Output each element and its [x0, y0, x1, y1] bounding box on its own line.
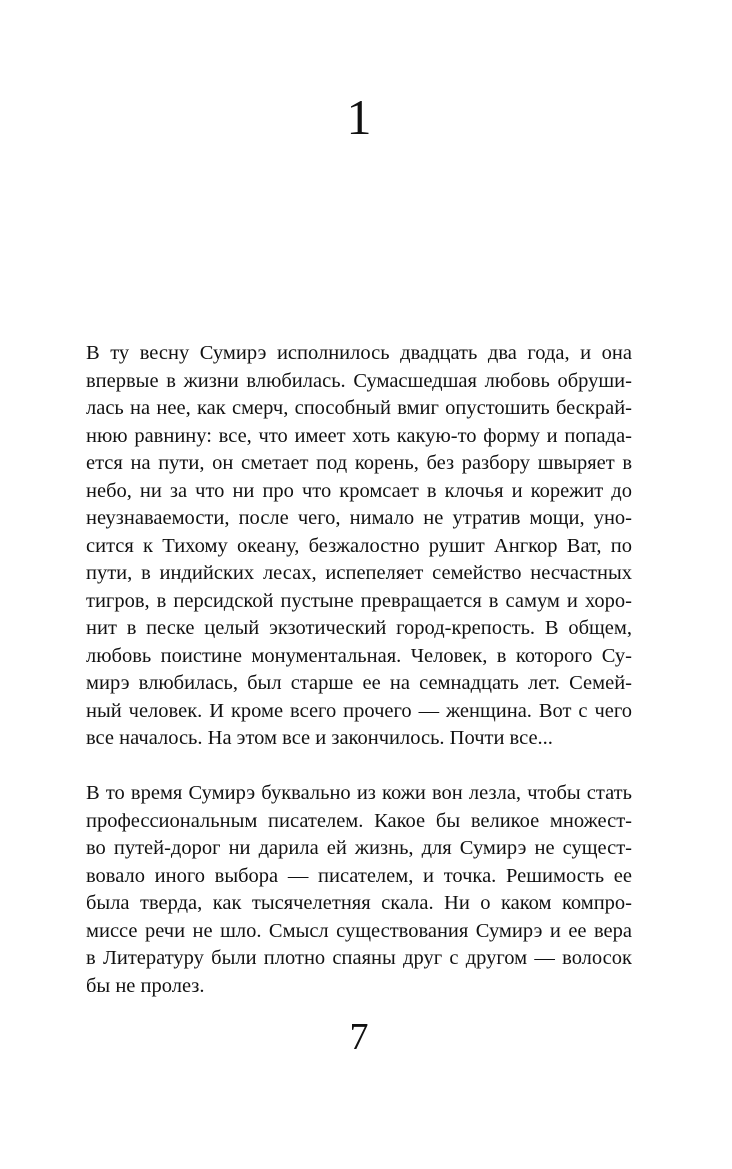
paragraph: [86, 340, 632, 753]
text-line: сится к Тихому океану, безжалостно рушит Ангкор Ват, по: [86, 534, 632, 557]
text-line: ный человек. И кроме всего прочего — женщина. Вот с чего: [86, 699, 632, 722]
text-line: нит в песке целый экзотический город-крепость. В общем,: [86, 617, 632, 639]
text-line: тигров, в персидской пустыне превращается в самум и хоро-: [86, 589, 632, 612]
chapter-number: 1: [346, 89, 372, 145]
text-line: была тверда, как тысячелетняя скала. Ни о каком компро-: [86, 892, 632, 914]
text-line: мирэ влюбилась, был старше ее на семнадцать лет. Семей-: [86, 672, 632, 694]
text-line: лась на нее, как смерч, способный вмиг опустошить бескрай-: [86, 397, 632, 419]
text-line: В ту весну Сумирэ исполнилось двадцать два года, и она: [86, 342, 632, 364]
text-line: небо, ни за что ни про что кромсает в клочья и корежит до: [86, 479, 632, 502]
text-line: в Литературу были плотно спаяны друг с другом — волосок: [86, 947, 632, 969]
text-line: впервые в жизни влюбилась. Сумасшедшая любовь обруши-: [86, 369, 632, 392]
page-number: 7: [349, 1016, 369, 1058]
text-line: профессиональным писателем. Какое бы великое множест-: [86, 809, 632, 832]
text-line: вовало иного выбора — писателем, и точка. Решимость ее: [86, 864, 632, 887]
text-line: во путей-дорог ни дарила ей жизнь, для Сумирэ не сущест-: [86, 837, 632, 859]
text-line: В то время Сумирэ буквально из кожи вон лезла, чтобы стать: [86, 782, 632, 804]
text-line: неузнаваемости, после чего, нимало не утратив мощи, уно-: [86, 507, 632, 529]
text-line: бы не пролез.: [86, 974, 205, 997]
paragraph: [86, 780, 632, 1000]
text-line: ется на пути, он сметает под корень, без разбору швыряет в: [86, 452, 632, 474]
body-text: [86, 340, 632, 1000]
text-line: любовь поистине монументальная. Человек, в которого Су-: [86, 644, 632, 667]
text-line: нюю равнину: все, что имеет хоть какую-то форму и попада-: [86, 424, 632, 447]
text-line: все началось. На этом все и закончилось. Почти все...: [86, 727, 553, 749]
text-line: пути, в индийских лесах, испепеляет семейство несчастных: [86, 562, 632, 584]
text-line: миссе речи не шло. Смысл существования Сумирэ и ее вера: [86, 919, 632, 942]
